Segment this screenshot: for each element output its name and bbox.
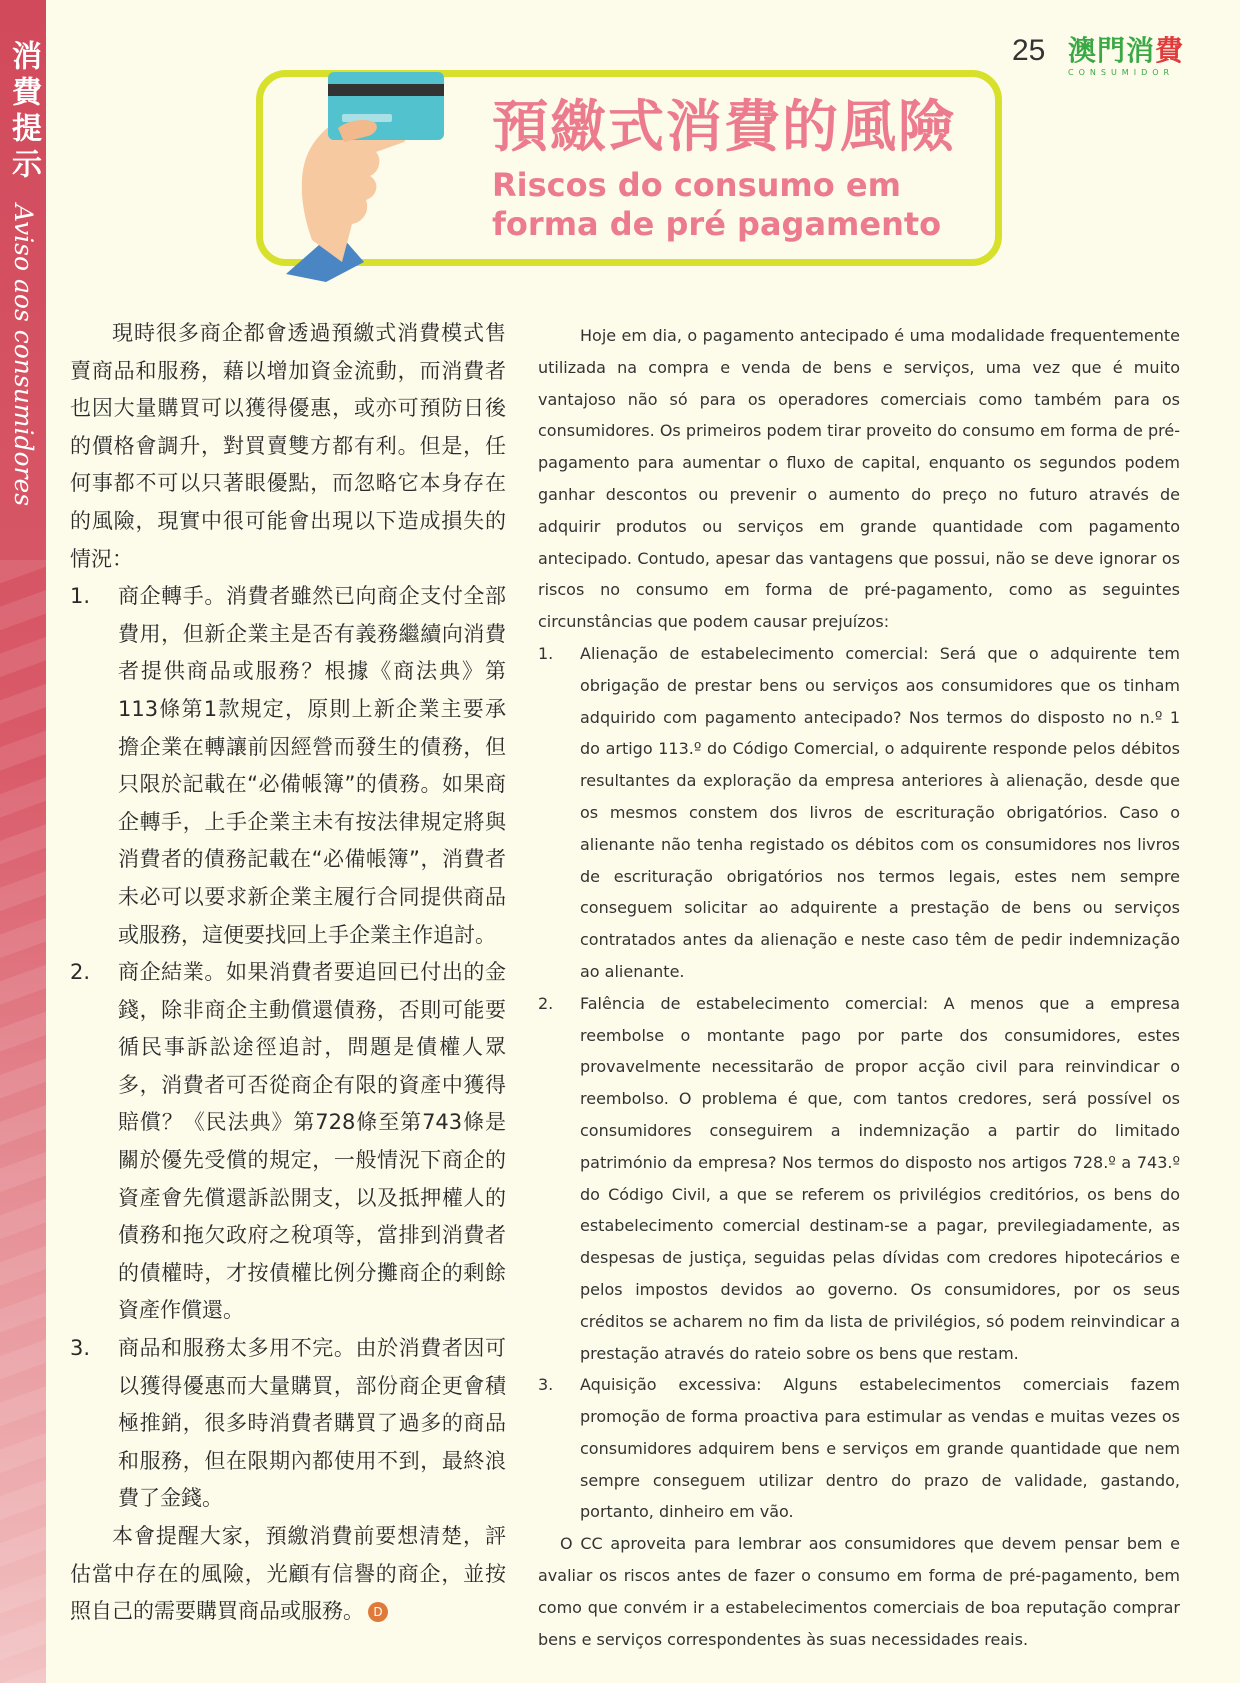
article-pt-list bbox=[538, 638, 1180, 1528]
brand-name-main: 澳門消 bbox=[1068, 34, 1156, 67]
section-sidebar bbox=[0, 0, 46, 1683]
section-label-zh: 消費提示 bbox=[6, 40, 41, 184]
brand-subtitle: CONSUMIDOR bbox=[1068, 68, 1175, 77]
list-item-text: Falência de estabelecimento comercial: A menos que a empresa reembolse o montante pago por parte dos consumidores, estes provavelmente necessitarão de propor acção civil para reinvindicar o reembolso. O problema é que, com tantos credores, será possível os consumidores conseguirem a indemnização a partir do limitado património da empresa? Nos termos do disposto nos artigos 728.º a 743.º do Código Civil, a que se referem os privilégios creditórios, os bens do estabelecimento comercial destinam-se a pagar, previlegiadamente, as despesas de justiça, seguidas pelas dívidas com credores hipotecários e pelos impostos devidos ao governo. Os consumidores, por os seus créditos se acharem no fim da lista de privilégios, só podem reinvindicar a prestação através do rateio sobre os bens que restam. bbox=[580, 993, 1180, 1363]
list-item bbox=[70, 1330, 506, 1518]
list-item-text: 商企轉手。消費者雖然已向商企支付全部費用，但新企業主是否有義務繼續向消費者提供商品或服務？根據《商法典》第113條第1款規定，原則上新企業主要承擔企業在轉讓前因經營而發生的債務，但只限於記載在“必備帳簿”的債務。如果商企轉手，上手企業主未有按法律規定將與消費者的債務記載在“必備帳簿”，消費者未必可以要求新企業主履行合同提供商品或服務，這便要找回上手企業主作追討。 bbox=[118, 584, 506, 947]
page-title-pt bbox=[492, 166, 941, 244]
list-item bbox=[538, 1369, 1180, 1528]
article-zh-outro-text: 本會提醒大家，預繳消費前要想清楚，評估當中存在的風險，光顧有信譽的商企，並按照自己的需要購買商品或服務。 bbox=[70, 1524, 506, 1624]
end-of-article-icon: D bbox=[368, 1602, 388, 1622]
article-zh-list bbox=[70, 578, 506, 1518]
page-title-pt-line1: Riscos do consumo em bbox=[492, 166, 901, 204]
list-item bbox=[538, 988, 1180, 1370]
article-zh-intro: 現時很多商企都會透過預繳式消費模式售賣商品和服務，藉以增加資金流動，而消費者也因大量購買可以獲得優惠，或亦可預防日後的價格會調升，對買賣雙方都有利。但是，任何事都不可以只著眼優點，而忽略它本身存在的風險，現實中很可能會出現以下造成損失的情況： bbox=[70, 321, 506, 571]
list-item bbox=[538, 638, 1180, 988]
list-item-number: 3. bbox=[538, 1375, 554, 1395]
brand-name bbox=[1068, 34, 1186, 68]
list-item-number: 2. bbox=[538, 993, 554, 1013]
list-item-number: 2. bbox=[70, 960, 91, 985]
article-zh bbox=[70, 315, 506, 1631]
list-item-text: Aquisição excessiva: Alguns estabelecimentos comerciais fazem promoção de forma proactiva para estimular as vendas e muitas vezes os consumidores adquirem bens e serviços em grande quantidade que nem sempre conseguem utilizar dentro do prazo de validade, gastando, portanto, dinheiro em vão. bbox=[580, 1375, 1180, 1522]
brand-name-accent: 費 bbox=[1155, 34, 1185, 67]
article-pt-intro: Hoje em dia, o pagamento antecipado é uma modalidade frequentemente utilizada na compra e venda de bens e serviços, uma vez que é muito vantajoso não só para os operadores comerciais como também para os consumidores. Os primeiros podem tirar proveito do consumo em forma de pré-pagamento para aumentar o fluxo de capital, enquanto os segundos podem ganhar descontos ou prevenir o aumento do preço no futuro através de adquirir produtos ou serviços em grande quantidade com pagamento antecipado. Contudo, apesar das vantagens que possui, não se deve ignorar os riscos no consumo em forma de pré-pagamento, como as seguintes circunstâncias que podem causar prejuízos: bbox=[538, 326, 1180, 632]
section-label-pt: Aviso aos consumidores bbox=[9, 204, 38, 507]
page-number: 25 bbox=[1012, 34, 1046, 67]
page-title-zh: 預繳式消費的風險 bbox=[492, 95, 956, 160]
list-item-text: 商企結業。如果消費者要追回已付出的金錢，除非商企主動償還債務，否則可能要循民事訴訟途徑追討，問題是債權人眾多，消費者可否從商企有限的資產中獲得賠償？《民法典》第728條至第743條是關於優先受償的規定，一般情況下商企的資產會先償還訴訟開支，以及抵押權人的債務和拖欠政府之稅項等，當排到消費者的債權時，才按債權比例分攤商企的剩餘資產作償還。 bbox=[118, 960, 506, 1323]
article-pt-outro: O CC aproveita para lembrar aos consumidores que devem pensar bem e avaliar os riscos antes de fazer o consumo em forma de pré-pagamento, bem como que convém ir a estabelecimentos comerciais de boa reputação comprar bens e serviços correspondentes às suas necessidades reais. bbox=[538, 1534, 1180, 1649]
list-item-number: 1. bbox=[538, 643, 554, 663]
sidebar-decoration bbox=[0, 560, 46, 1683]
page-title-pt-line2: forma de pré pagamento bbox=[492, 205, 942, 243]
list-item bbox=[70, 954, 506, 1330]
article-pt bbox=[538, 320, 1180, 1655]
list-item-number: 3. bbox=[70, 1336, 91, 1361]
hand-holding-card-icon bbox=[272, 62, 482, 282]
magazine-logo bbox=[1068, 34, 1186, 77]
list-item-text: 商品和服務太多用不完。由於消費者因可以獲得優惠而大量購買，部份商企更會積極推銷，很多時消費者購買了過多的商品和服務，但在限期內都使用不到，最終浪費了金錢。 bbox=[118, 1336, 506, 1511]
list-item-text: Alienação de estabelecimento comercial: Será que o adquirente tem obrigação de prestar bens ou serviços aos consumidores que os tinham adquirido com pagamento antecipado? Nos termos do disposto no n.º 1 do artigo 113.º do Código Comercial, o adquirente responde pelos débitos resultantes da exploração da empresa anteriores à alienação, desde que os mesmos constem dos livros de escrituração obrigatórios. Caso o alienante não tenha registado os débitos com os consumidores nos livros de escrituração obrigatórios nos termos legais, estes nem sempre conseguem solicitar ao adquirente a prestação de bens ou serviços contratados antes da alienação e neste caso têm de pedir indemnização ao alienante. bbox=[580, 643, 1180, 981]
article-zh-outro bbox=[70, 1518, 506, 1631]
list-item-number: 1. bbox=[70, 584, 91, 609]
list-item bbox=[70, 578, 506, 954]
